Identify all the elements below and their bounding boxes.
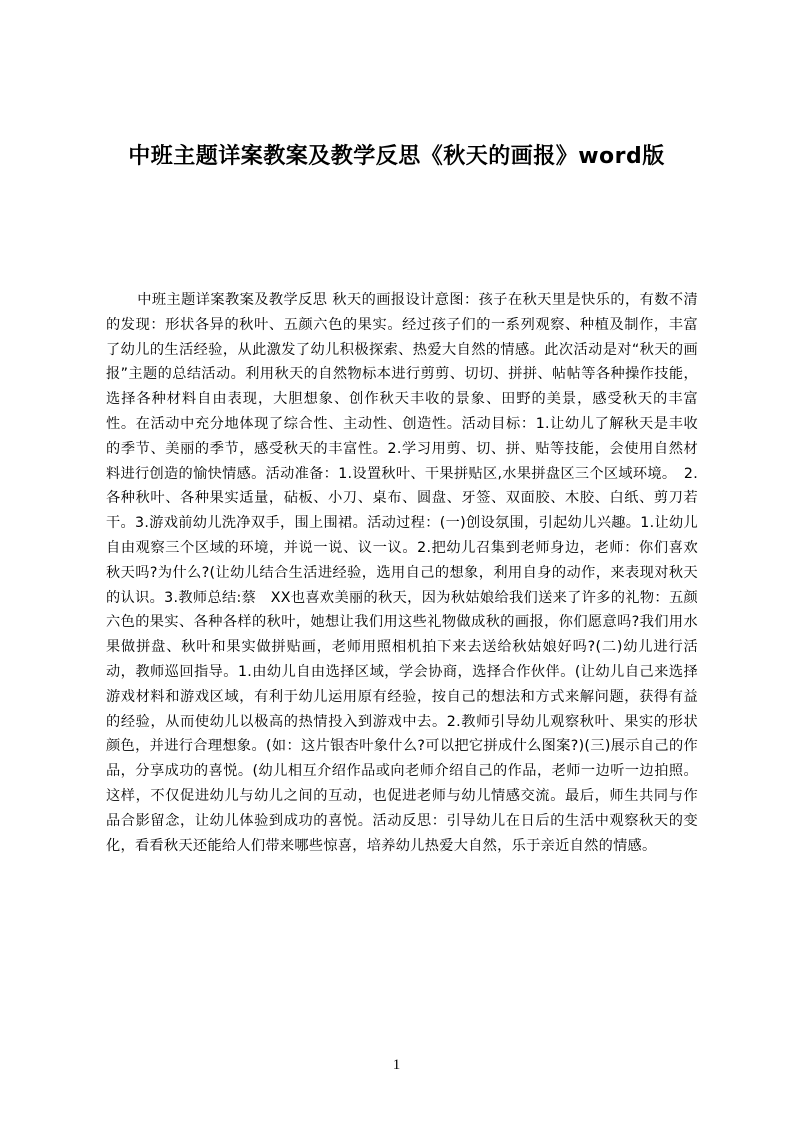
document-title: 中班主题详案教案及教学反思《秋天的画报》word版 [128,144,665,169]
page-number: 1 [392,1057,401,1073]
document-body-paragraph: 中班主题详案教案及教学反思 秋天的画报设计意图：孩子在秋天里是快乐的，有数不清的发现：形状各异的秋叶、五颜六色的果实。经过孩子们的一系列观察、种植及制作，丰富了幼儿的生活经验，从此激发了幼儿积极探索、热爱大自然的情感。此次活动是对“秋天的画报”主题的总结活动。利用秋天的自然物标本进行剪剪、切切、拼拼、帖帖等各种操作技能，选择各种材料自由表现，大胆想象、创作秋天丰收的景象、田野的美景，感受秋天的丰富性。在活动中充分地体现了综合性、主动性、创造性。活动目标：1.让幼儿了解秋天是丰收的季节、美丽的季节，感受秋天的丰富性。2.学习用剪、切、拼、贴等技能，会使用自然材料进行创造的愉快情感。活动准备：1.设置秋叶、干果拼贴区,水果拼盘区三个区域环境。 2.各种秋叶、各种果实适量，砧板、小刀、桌布、圆盘、牙签、双面胶、木胶、白纸、剪刀若干。3.游戏前幼儿洗净双手，围上围裙。活动过程：(一)创设氛围，引起幼儿兴趣。1.让幼儿自由观察三个区域的环境，并说一说、议一议。2.把幼儿召集到老师身边，老师：你们喜欢秋天吗?为什么?(让幼儿结合生活进经验，选用自己的想象，利用自身的动作，来表现对秋天的认识。3.教师总结:蔡 XX也喜欢美丽的秋天，因为秋姑娘给我们送来了许多的礼物：五颜六色的果实、各种各样的秋叶，她想让我们用这些礼物做成秋的画报，你们愿意吗?我们用水果做拼盘、秋叶和果实做拼贴画，老师用照相机拍下来去送给秋姑娘好吗?(二)幼儿进行活动，教师巡回指导。1.由幼儿自由选择区域，学会协商，选择合作伙伴。(让幼儿自己来选择游戏材料和游戏区域，有利于幼儿运用原有经验，按自己的想法和方式来解问题，获得有益的经验，从而使幼儿以极高的热情投入到游戏中去。2.教师引导幼儿观察秋叶、果实的形状颜色，并进行合理想象。(如：这片银杏叶象什么?可以把它拼成什么图案?)(三)展示自己的作品，分享成功的喜悦。(幼儿相互介绍作品或向老师介绍自己的作品，老师一边听一边拍照。这样，不仅促进幼儿与幼儿之间的互动，也促进老师与幼儿情感交流。最后，师生共同与作品合影留念，让幼儿体验到成功的喜悦。活动反思：引导幼儿在日后的生活中观察秋天的变化，看看秋天还能给人们带来哪些惊喜，培养幼儿热爱大自然，乐于亲近自然的情感。 [106,292,698,854]
